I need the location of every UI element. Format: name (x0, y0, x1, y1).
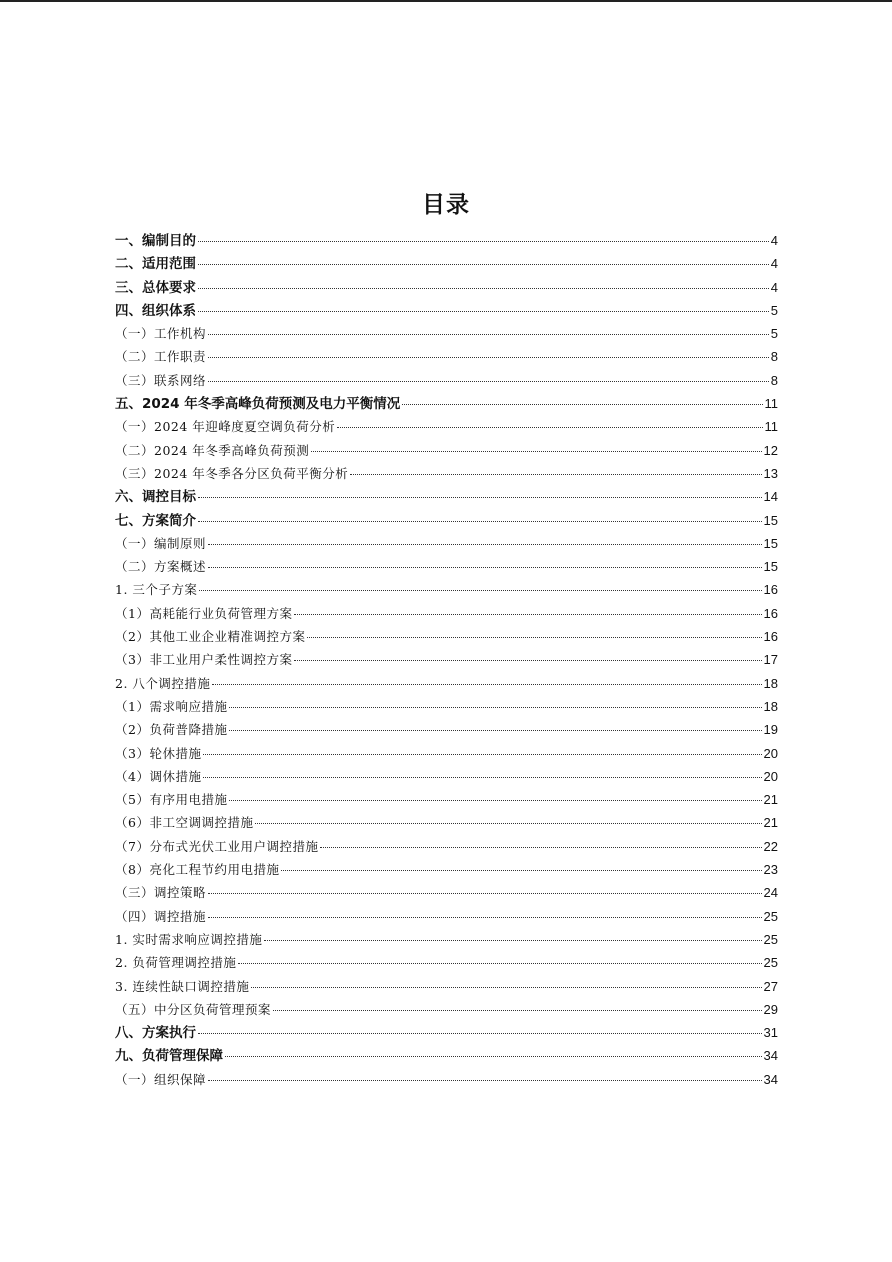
toc-dot-leader (203, 754, 761, 755)
toc-entry[interactable] (115, 998, 778, 1021)
toc-entry[interactable] (115, 625, 778, 648)
toc-entry-page-number: 22 (763, 838, 778, 854)
toc-entry-label: （6）非工空调调控措施 (115, 815, 254, 831)
top-border-line (0, 0, 892, 2)
toc-entry-page-number: 34 (763, 1071, 778, 1087)
toc-entry-label: 二、适用范围 (115, 256, 196, 273)
toc-entry-label: （一）组织保障 (115, 1071, 207, 1087)
toc-dot-leader (198, 1033, 762, 1034)
toc-entry[interactable] (115, 695, 778, 718)
toc-entry-label: （三）联系网络 (115, 372, 207, 388)
toc-entry-label: （二）2024 年冬季高峰负荷预测 (115, 442, 310, 458)
toc-dot-leader (255, 823, 761, 824)
toc-entry-label: （1）高耗能行业负荷管理方案 (115, 605, 293, 621)
toc-entry-page-number: 16 (763, 605, 778, 621)
toc-entry-label: （二）方案概述 (115, 559, 207, 575)
toc-dot-leader (307, 637, 761, 638)
toc-entry-page-number: 25 (763, 908, 778, 924)
toc-entry[interactable] (115, 765, 778, 788)
toc-entry-page-number: 12 (763, 442, 778, 458)
toc-entry[interactable] (115, 532, 778, 555)
toc-dot-leader (320, 847, 761, 848)
toc-entry[interactable] (115, 788, 778, 811)
toc-entry-page-number: 15 (763, 535, 778, 551)
toc-entry-label: 3. 连续性缺口调控措施 (115, 978, 250, 994)
toc-entry-page-number: 19 (763, 722, 778, 738)
toc-entry-page-number: 15 (763, 512, 778, 528)
toc-entry[interactable] (115, 975, 778, 998)
toc-entry-page-number: 31 (763, 1025, 778, 1041)
toc-entry[interactable] (115, 951, 778, 974)
toc-entry[interactable] (115, 718, 778, 741)
toc-entry-label: （二）工作职责 (115, 349, 207, 365)
toc-dot-leader (337, 427, 762, 428)
toc-dot-leader (198, 521, 762, 522)
toc-entry-label: （五）中分区负荷管理预案 (115, 1001, 272, 1017)
toc-dot-leader (198, 311, 769, 312)
toc-entry-label: （1）需求响应措施 (115, 698, 228, 714)
toc-dot-leader (208, 893, 762, 894)
toc-entry-label: 三、总体要求 (115, 279, 196, 296)
toc-entry-label: （4）调休措施 (115, 768, 202, 784)
toc-entry[interactable] (115, 1068, 778, 1091)
toc-dot-leader (251, 987, 761, 988)
toc-entry[interactable] (115, 1021, 778, 1044)
toc-entry-page-number: 16 (763, 629, 778, 645)
toc-entry-page-number: 8 (770, 349, 778, 365)
toc-entry[interactable] (115, 648, 778, 671)
toc-entry-label: （三）调控策略 (115, 885, 207, 901)
toc-entry-label: 七、方案简介 (115, 512, 196, 529)
toc-entry-page-number: 18 (763, 675, 778, 691)
toc-entry-page-number: 5 (770, 326, 778, 342)
toc-dot-leader (229, 707, 761, 708)
toc-entry-label: 九、负荷管理保障 (115, 1048, 223, 1065)
toc-entry-page-number: 13 (763, 465, 778, 481)
toc-entry-label: 八、方案执行 (115, 1025, 196, 1042)
toc-entry[interactable] (115, 299, 778, 322)
toc-entry-label: 六、调控目标 (115, 489, 196, 506)
toc-entry-page-number: 20 (763, 768, 778, 784)
toc-entry-page-number: 25 (763, 955, 778, 971)
toc-entry-label: （2）负荷普降措施 (115, 722, 228, 738)
toc-entry[interactable] (115, 602, 778, 625)
toc-entry-page-number: 27 (763, 978, 778, 994)
toc-entry[interactable] (115, 276, 778, 299)
toc-dot-leader (198, 497, 762, 498)
toc-entry[interactable] (115, 835, 778, 858)
toc-entry-label: （7）分布式光伏工业用户调控措施 (115, 838, 319, 854)
toc-entry-label: 2. 八个调控措施 (115, 675, 211, 691)
toc-dot-leader (264, 940, 761, 941)
toc-entry-page-number: 4 (770, 233, 778, 248)
toc-entry-label: （一）工作机构 (115, 326, 207, 342)
toc-dot-leader (208, 357, 769, 358)
toc-entry-page-number: 11 (764, 419, 778, 435)
toc-dot-leader (199, 590, 761, 591)
toc-dot-leader (208, 917, 762, 918)
toc-entry-page-number: 8 (770, 372, 778, 388)
toc-entry[interactable] (115, 509, 778, 532)
toc-entry[interactable] (115, 439, 778, 462)
toc-dot-leader (198, 241, 769, 242)
toc-entry[interactable] (115, 742, 778, 765)
toc-entry-page-number: 5 (770, 302, 778, 318)
toc-dot-leader (238, 963, 761, 964)
toc-dot-leader (350, 474, 761, 475)
toc-dot-leader (294, 660, 761, 661)
toc-entry-page-number: 21 (763, 792, 778, 808)
toc-entry-label: （三）2024 年冬季各分区负荷平衡分析 (115, 465, 349, 481)
toc-dot-leader (273, 1010, 762, 1011)
toc-entry[interactable] (115, 905, 778, 928)
toc-entry-label: （四）调控措施 (115, 908, 207, 924)
toc-entry-page-number: 4 (770, 256, 778, 272)
toc-entry[interactable] (115, 578, 778, 601)
toc-entry-label: （2）其他工业企业精准调控方案 (115, 629, 306, 645)
toc-entry-page-number: 23 (763, 862, 778, 878)
toc-dot-leader (208, 381, 769, 382)
toc-entry-page-number: 18 (763, 698, 778, 714)
toc-entry-page-number: 15 (763, 559, 778, 575)
toc-entry[interactable] (115, 415, 778, 438)
toc-entry-page-number: 17 (763, 652, 778, 668)
toc-entry-page-number: 14 (763, 489, 778, 505)
toc-entry-page-number: 16 (763, 582, 778, 598)
toc-entry-page-number: 24 (763, 885, 778, 901)
toc-dot-leader (402, 404, 762, 405)
toc-entry[interactable] (115, 672, 778, 695)
toc-entry[interactable] (115, 881, 778, 904)
toc-entry[interactable] (115, 485, 778, 508)
toc-dot-leader (229, 730, 761, 731)
toc-dot-leader (208, 544, 762, 545)
toc-entry[interactable] (115, 392, 778, 415)
toc-dot-leader (203, 777, 761, 778)
toc-entry[interactable] (115, 252, 778, 275)
toc-dot-leader (198, 288, 769, 289)
toc-dot-leader (208, 567, 762, 568)
toc-dot-leader (208, 1080, 762, 1081)
toc-entry-label: 2. 负荷管理调控措施 (115, 955, 237, 971)
toc-dot-leader (225, 1056, 762, 1057)
toc-entry-page-number: 34 (763, 1048, 778, 1064)
toc-entry-label: （一）2024 年迎峰度夏空调负荷分析 (115, 419, 336, 435)
toc-entry-label: （8）亮化工程节约用电措施 (115, 862, 280, 878)
toc-entry[interactable] (115, 462, 778, 485)
toc-entry-page-number: 25 (763, 931, 778, 947)
toc-dot-leader (198, 264, 769, 265)
toc-entry[interactable] (115, 555, 778, 578)
toc-entry[interactable] (115, 369, 778, 392)
toc-dot-leader (281, 870, 761, 871)
toc-entry-label: （5）有序用电措施 (115, 792, 228, 808)
toc-entry-page-number: 29 (763, 1001, 778, 1017)
toc-entry-label: 1. 实时需求响应调控措施 (115, 931, 263, 947)
toc-dot-leader (212, 684, 761, 685)
toc-dot-leader (229, 800, 761, 801)
toc-entry[interactable] (115, 928, 778, 951)
toc-entry-label: 五、2024 年冬季高峰负荷预测及电力平衡情况 (115, 396, 401, 413)
toc-entry-label: （3）非工业用户柔性调控方案 (115, 652, 293, 668)
toc-entry-page-number: 21 (763, 815, 778, 831)
toc-entry[interactable] (115, 229, 778, 252)
table-of-contents (115, 229, 778, 1091)
toc-entry-page-number: 20 (763, 745, 778, 761)
toc-dot-leader (294, 614, 761, 615)
toc-entry[interactable] (115, 858, 778, 881)
toc-dot-leader (208, 334, 769, 335)
toc-entry-page-number: 11 (764, 396, 778, 412)
toc-entry-label: 一、编制目的 (115, 233, 196, 249)
toc-dot-leader (311, 451, 761, 452)
toc-entry[interactable] (115, 1044, 778, 1067)
page-title: 目录 (422, 192, 470, 218)
toc-entry-page-number: 4 (770, 279, 778, 295)
toc-entry[interactable] (115, 811, 778, 834)
toc-entry-label: （3）轮休措施 (115, 745, 202, 761)
toc-entry[interactable] (115, 322, 778, 345)
toc-entry-label: 四、组织体系 (115, 302, 196, 319)
toc-entry-label: 1. 三个子方案 (115, 582, 198, 598)
toc-entry-label: （一）编制原则 (115, 535, 207, 551)
toc-entry[interactable] (115, 345, 778, 368)
